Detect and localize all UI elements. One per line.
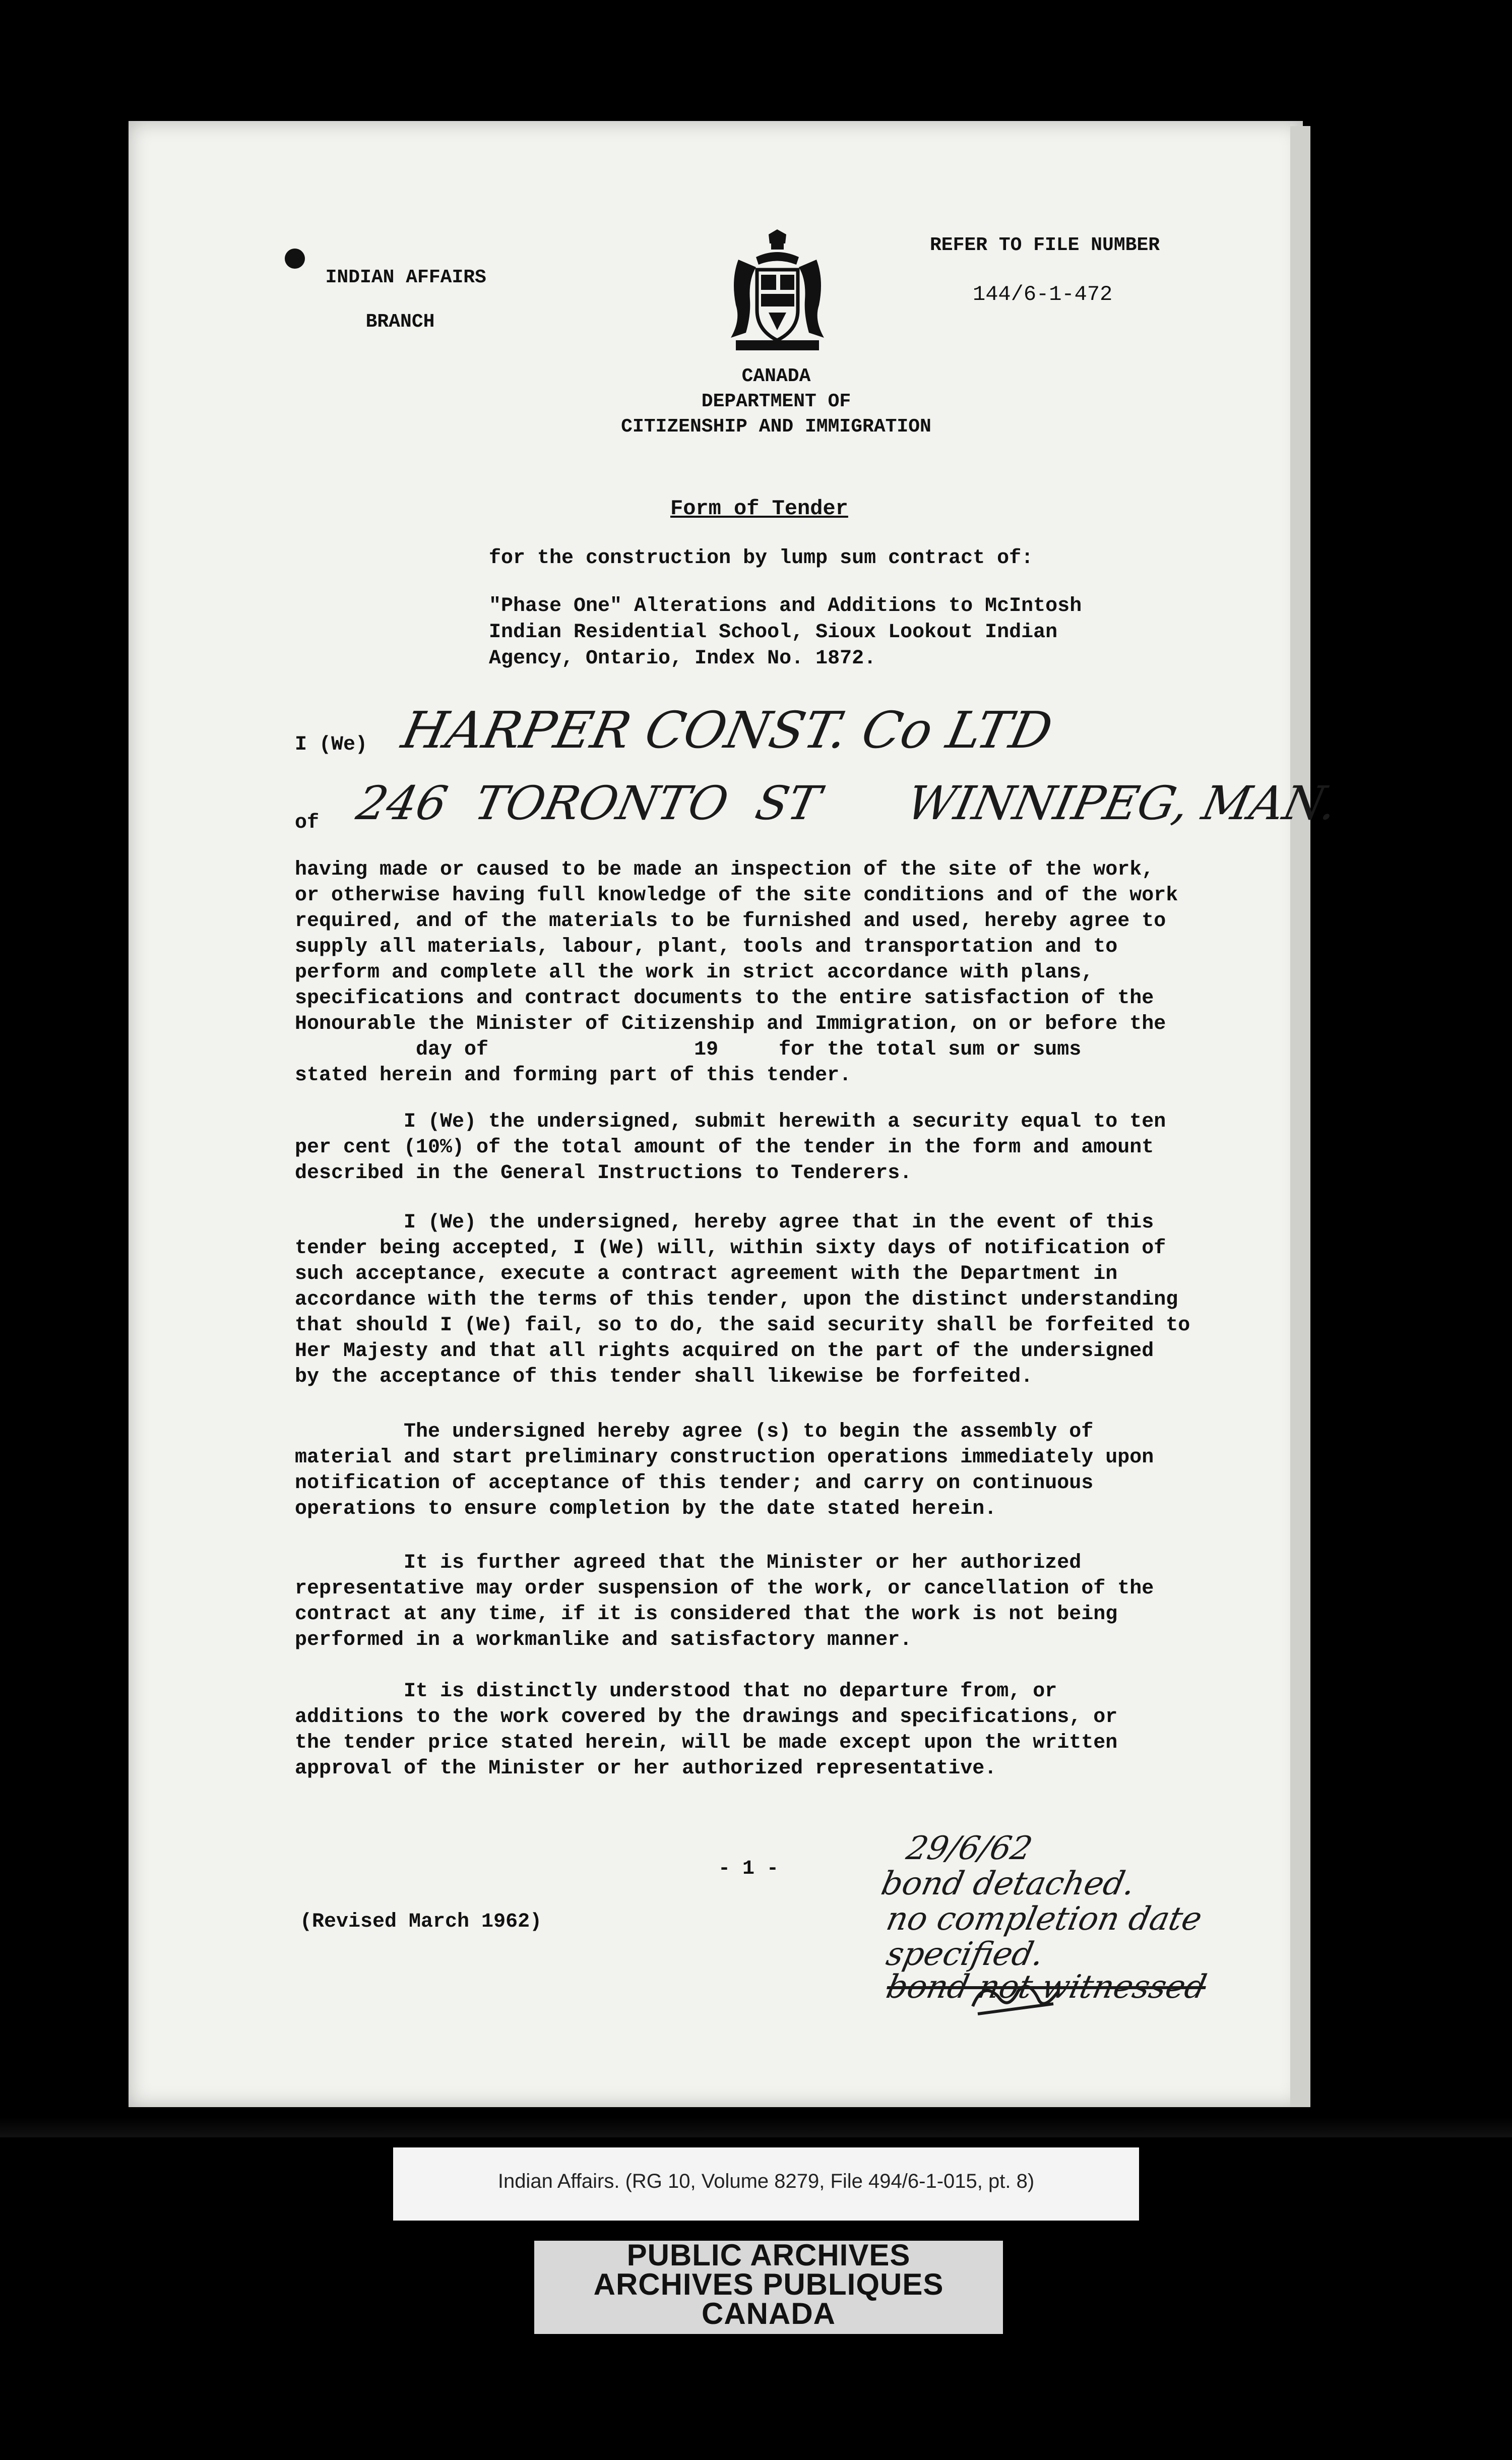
- archive-stamp: [534, 2238, 1003, 2334]
- archive-caption: [393, 2147, 1139, 2221]
- project-line-3: Agency, Ontario, Index No. 1872.: [489, 647, 876, 670]
- annotation-date: 29/6/62: [903, 1830, 1036, 1867]
- annotation-line-3: specified.: [883, 1936, 1047, 1973]
- department-line-1: DEPARTMENT OF: [701, 391, 851, 412]
- scan-border: [0, 2117, 1512, 2137]
- project-line-1: "Phase One" Alterations and Additions to McIntosh: [489, 595, 1082, 618]
- archive-reference: Indian Affairs. (RG 10, Volume 8279, File 494/6-1-015, pt. 8): [497, 2170, 1035, 2192]
- annotation-line-4: bond not witnessed: [883, 1969, 1210, 2006]
- page-number: - 1 -: [718, 1858, 779, 1880]
- paragraph-commencement: The undersigned hereby agree (s) to begin the assembly of material and start preliminary construction operations immediately upon notification of acceptance of this tender; and carry on continuous operations to ensure completion by the date stated herein.: [295, 1421, 1154, 1520]
- annotation-line-1: bond detached.: [878, 1865, 1139, 1902]
- branch-line-2: BRANCH: [365, 311, 435, 333]
- page-edge: [1290, 126, 1310, 2107]
- stamp-line-3: CANADA: [702, 2297, 836, 2330]
- paragraph-inspection: having made or caused to be made an inspection of the site of the work, or otherwise having full knowledge of the site conditions and of the work required, and of the materials to be furnished and used, hereby agree to supply all materials, labour, plant, tools and transportation and to perform and complete all the work in strict accordance with plans, specifications and contract documents to the entire satisfaction of the Honourable the Minister of Citizenship and Immigration, on or before the day of 19 for the total sum or sums stated herein and forming part of this tender.: [295, 858, 1178, 1087]
- paragraph-departure: It is distinctly understood that no departure from, or additions to the work covered by the drawings and specifications, or the tender price stated herein, will be made except upon the written approval of the Minister or her authorized representative.: [295, 1680, 1118, 1780]
- paragraph-security: I (We) the undersigned, submit herewith a security equal to ten per cent (10%) of the total amount of the tender in the form and amount described in the General Instructions to Tenderers.: [295, 1111, 1166, 1185]
- paragraph-acceptance: I (We) the undersigned, hereby agree that in the event of this tender being accepted, I (We) will, within sixty days of notification of such acceptance, execute a contract agreement with the Department in accordance with the terms of this tender, upon the distinct understanding that should I (We) fail, so to do, the said security shall be forfeited to Her Majesty and that all rights acquired on the part of the undersigned by the acceptance of this tender shall likewise be forfeited.: [295, 1211, 1190, 1388]
- paragraph-suspension: It is further agreed that the Minister or her authorized representative may order suspension of the work, or cancellation of the contract at any time, if it is considered that the work is not being performed in a workmanlike and satisfactory manner.: [295, 1552, 1154, 1651]
- department-line-2: CITIZENSHIP AND IMMIGRATION: [621, 416, 931, 438]
- annotation-line-2: no completion date: [883, 1900, 1206, 1938]
- tenderer-name: HARPER CONST. Co LTD: [397, 701, 1058, 760]
- branch-label: [302, 244, 486, 333]
- stamp-line-1: PUBLIC ARCHIVES: [626, 2238, 911, 2272]
- tenderer-label: I (We): [295, 733, 368, 756]
- form-subtitle: for the construction by lump sum contract of:: [489, 547, 1034, 570]
- bullet-mark: [285, 249, 305, 269]
- address-label: of: [295, 812, 320, 834]
- canada-coat-of-arms-icon: [721, 229, 834, 355]
- tenderer-address: 246 TORONTO ST WINNIPEG, MAN.: [352, 776, 1343, 830]
- stamp-line-2: ARCHIVES PUBLIQUES: [593, 2267, 944, 2301]
- country-name: CANADA: [741, 365, 811, 387]
- revision-note: (Revised March 1962): [300, 1911, 542, 1933]
- refer-label: REFER TO FILE NUMBER: [930, 234, 1160, 256]
- initials-signature-icon: [968, 1976, 1068, 2021]
- form-title: Form of Tender: [670, 497, 848, 521]
- file-number: 144/6-1-472: [973, 282, 1113, 306]
- project-line-2: Indian Residential School, Sioux Lookout Indian: [489, 621, 1058, 644]
- branch-line-1: INDIAN AFFAIRS: [325, 267, 486, 288]
